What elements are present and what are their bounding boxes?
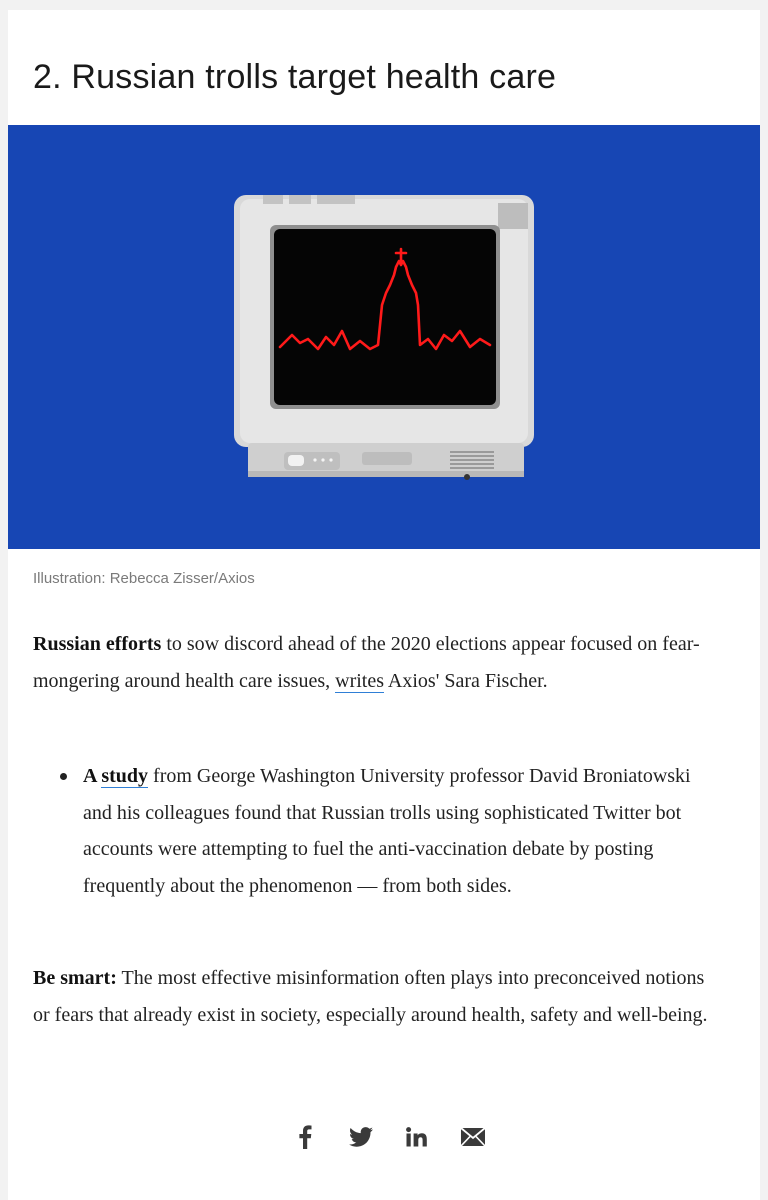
share-facebook-button[interactable] xyxy=(292,1124,318,1150)
share-linkedin-button[interactable] xyxy=(404,1124,430,1150)
paragraph-intro xyxy=(33,626,713,699)
linkedin-icon xyxy=(406,1127,428,1147)
share-email-button[interactable] xyxy=(460,1124,486,1150)
be-smart-text: The most effective misinformation often plays into preconceived notions or fears that already exist in society, especially around health, safety and well-being. xyxy=(33,967,708,1026)
hero-illustration xyxy=(8,125,760,549)
retro-monitor-illustration xyxy=(8,125,760,549)
bullet-dot xyxy=(60,773,67,780)
writes-link[interactable]: writes xyxy=(335,669,385,692)
bullet-list xyxy=(83,758,723,904)
twitter-icon xyxy=(349,1127,373,1147)
be-smart-label: Be smart: xyxy=(33,967,117,989)
share-twitter-button[interactable] xyxy=(348,1124,374,1150)
article-title: 2. Russian trolls target health care xyxy=(33,58,557,96)
bullet-lead: A xyxy=(83,765,102,787)
facebook-icon xyxy=(298,1125,312,1149)
email-icon xyxy=(460,1127,486,1147)
image-caption: Illustration: Rebecca Zisser/Axios xyxy=(33,570,255,587)
list-item xyxy=(83,758,723,904)
bullet-text: from George Washington University professor David Broniatowski and his colleagues found that Russian trolls using sophisticated Twitter bot accounts were attempting to fuel the anti-vaccination debate by posting frequently about the phenomenon — from both sides. xyxy=(83,765,691,897)
study-link[interactable]: study xyxy=(101,765,149,787)
paragraph-intro-lead: Russian efforts xyxy=(33,633,162,655)
paragraph-be-smart xyxy=(33,960,713,1033)
paragraph-intro-text-b: Axios' Sara Fischer. xyxy=(384,669,548,692)
article-card xyxy=(8,10,760,1200)
paragraph-intro-text-a: to sow discord ahead of the 2020 elections appear focused on fear-mongering around health care issues, xyxy=(33,633,700,692)
share-bar xyxy=(292,1124,486,1150)
